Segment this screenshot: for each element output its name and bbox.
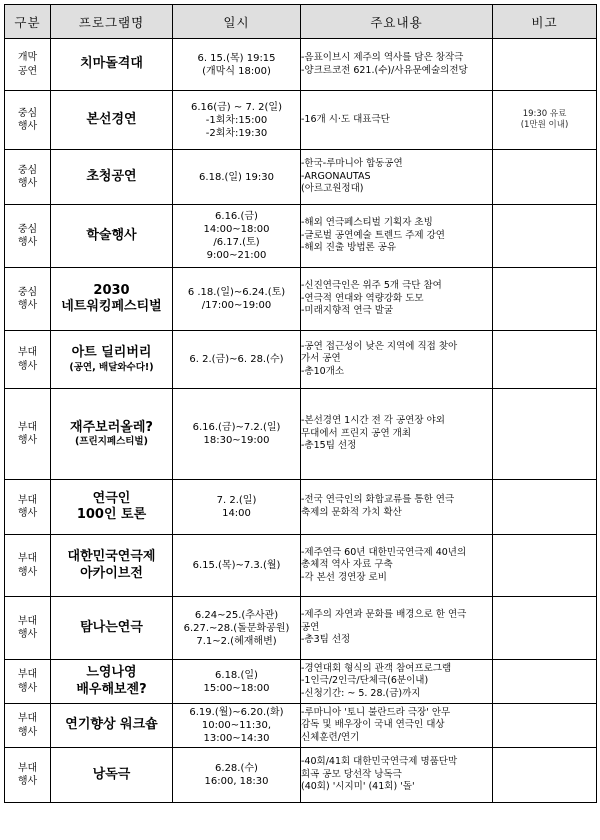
row-program-name [51, 268, 173, 331]
row-note: 19:30 유료 (1만원 이내) [493, 91, 597, 150]
row-program-name [51, 704, 173, 748]
table-row [5, 331, 597, 389]
row-content: -본선경연 1시간 전 각 공연장 야외 무대에서 프린지 공연 개최 -총15팀 선정 [301, 389, 493, 480]
row-program-name [51, 535, 173, 597]
row-schedule: 6. 15.(목) 19:15 (개막식 18:00) [173, 39, 301, 91]
row-content: -루마니아 '토니 불란드라 극장' 안무 감독 및 배우장이 국내 연극인 대상 신체훈련/연기 [301, 704, 493, 748]
program-title: 느영나영 배우해보젠? [76, 665, 147, 697]
row-content: -해외 연극페스티벌 기획자 초빙 -글로벌 공연예술 트렌드 주제 강연 -해외 진출 방법론 공유 [301, 205, 493, 268]
row-note [493, 39, 597, 91]
row-category: 중심 행사 [5, 150, 51, 205]
row-schedule: 6 .18.(일)~6.24.(토) /17:00~19:00 [173, 268, 301, 331]
row-program-name [51, 91, 173, 150]
row-note [493, 597, 597, 660]
header-category: 구분 [5, 5, 51, 39]
table-row [5, 480, 597, 535]
row-program-name [51, 480, 173, 535]
table-row [5, 597, 597, 660]
table-row [5, 91, 597, 150]
program-title: 낭독극 [92, 766, 131, 782]
row-note [493, 660, 597, 704]
row-content: -경연대회 형식의 관객 참여프로그램 -1인극/2인극/단체극(6분이내) -신청기간: ~ 5. 28.(금)까지 [301, 660, 493, 704]
row-content: -전국 연극인의 화합교류를 통한 연극 축제의 문화적 가치 확산 [301, 480, 493, 535]
row-category: 중심 행사 [5, 91, 51, 150]
row-program-name [51, 39, 173, 91]
header-content: 주요내용 [301, 5, 493, 39]
row-note [493, 480, 597, 535]
program-subtitle: (프린지페스티벌) [75, 436, 148, 448]
row-schedule: 6.16(금) ~ 7. 2(일) -1회차:15:00 -2회차:19:30 [173, 91, 301, 150]
row-content: -한국-루마니아 합동공연 -ARGONAUTAS (아르고원정대) [301, 150, 493, 205]
row-note [493, 704, 597, 748]
row-schedule: 6.16.(금) 14:00~18:00 /6.17.(토) 9:00~21:00 [173, 205, 301, 268]
program-title: 연극인 100인 토론 [76, 490, 147, 522]
row-category: 중심 행사 [5, 205, 51, 268]
program-title: 2030 네트워킹페스티벌 [61, 282, 162, 314]
row-schedule: 6.24~25.(추사관) 6.27.~28.(돌문화공원) 7.1~2.(혜재해변) [173, 597, 301, 660]
header-program: 프로그램명 [51, 5, 173, 39]
row-note [493, 535, 597, 597]
row-schedule: 6.18.(일) 19:30 [173, 150, 301, 205]
row-program-name [51, 748, 173, 803]
table-row [5, 39, 597, 91]
row-schedule: 6.15.(목)~7.3.(월) [173, 535, 301, 597]
header-row [5, 5, 597, 39]
row-schedule: 6. 2.(금)~6. 28.(수) [173, 331, 301, 389]
row-note [493, 150, 597, 205]
row-category: 중심 행사 [5, 268, 51, 331]
program-title: 탐나는연극 [80, 619, 143, 635]
table-row [5, 389, 597, 480]
program-title: 치마돌격대 [80, 56, 143, 72]
row-content: -제주의 자연과 문화를 배경으로 한 연극 공연 -총3팀 선정 [301, 597, 493, 660]
row-content: -음표이브시 제주의 역사를 담은 창작극 -양크르코전 621.(수)/사유문예술의전당 [301, 39, 493, 91]
row-category: 부대 행사 [5, 748, 51, 803]
row-program-name [51, 597, 173, 660]
row-note [493, 748, 597, 803]
row-program-name [51, 389, 173, 480]
row-schedule: 6.19.(월)~6.20.(화) 10:00~11:30, 13:00~14:30 [173, 704, 301, 748]
program-title: 학술행사 [86, 227, 137, 243]
row-category: 부대 행사 [5, 535, 51, 597]
table-row [5, 205, 597, 268]
schedule-body [5, 39, 597, 803]
row-program-name [51, 331, 173, 389]
row-schedule: 6.28.(수) 16:00, 18:30 [173, 748, 301, 803]
row-program-name [51, 150, 173, 205]
row-category: 부대 행사 [5, 704, 51, 748]
row-content: -40회/41회 대한민국연극제 명품단막 희곡 공모 당선작 낭독극 (40회) '시지미' (41회) '돌' [301, 748, 493, 803]
row-category: 부대 행사 [5, 480, 51, 535]
program-title: 본선경연 [86, 111, 137, 127]
row-note [493, 331, 597, 389]
program-title: 재주보러올레? [70, 419, 153, 435]
program-title: 연기향상 워크숍 [65, 717, 158, 733]
row-category: 부대 행사 [5, 331, 51, 389]
header-schedule: 일시 [173, 5, 301, 39]
row-category: 부대 행사 [5, 389, 51, 480]
row-content: -공연 접근성이 낮은 지역에 직접 찾아 가서 공연 -총10개소 [301, 331, 493, 389]
table-row [5, 748, 597, 803]
row-category: 부대 행사 [5, 660, 51, 704]
row-category: 개막 공연 [5, 39, 51, 91]
row-content: -16개 시·도 대표극단 [301, 91, 493, 150]
row-note [493, 268, 597, 331]
header-note: 비고 [493, 5, 597, 39]
row-note [493, 389, 597, 480]
row-schedule: 6.16.(금)~7.2.(일) 18:30~19:00 [173, 389, 301, 480]
row-program-name [51, 205, 173, 268]
table-row [5, 268, 597, 331]
program-subtitle: (공연, 배달와수다!) [69, 361, 154, 373]
program-title: 대한민국연극제 아카이브전 [67, 549, 156, 581]
row-category: 부대 행사 [5, 597, 51, 660]
row-content: -제주연극 60년 대한민국연극제 40년의 총체적 역사 자료 구축 -각 본선 경연장 로비 [301, 535, 493, 597]
schedule-table [4, 4, 597, 803]
table-row [5, 660, 597, 704]
row-content: -신진연극인은 위주 5개 극단 참여 -연극적 연대와 역량강화 도모 -미래지향적 연극 발굴 [301, 268, 493, 331]
row-program-name [51, 660, 173, 704]
row-schedule: 6.18.(일) 15:00~18:00 [173, 660, 301, 704]
program-title: 초청공연 [86, 168, 137, 184]
table-row [5, 150, 597, 205]
program-title: 아트 딜리버리 [71, 345, 152, 361]
table-row [5, 704, 597, 748]
table-row [5, 535, 597, 597]
row-note [493, 205, 597, 268]
row-schedule: 7. 2.(일) 14:00 [173, 480, 301, 535]
